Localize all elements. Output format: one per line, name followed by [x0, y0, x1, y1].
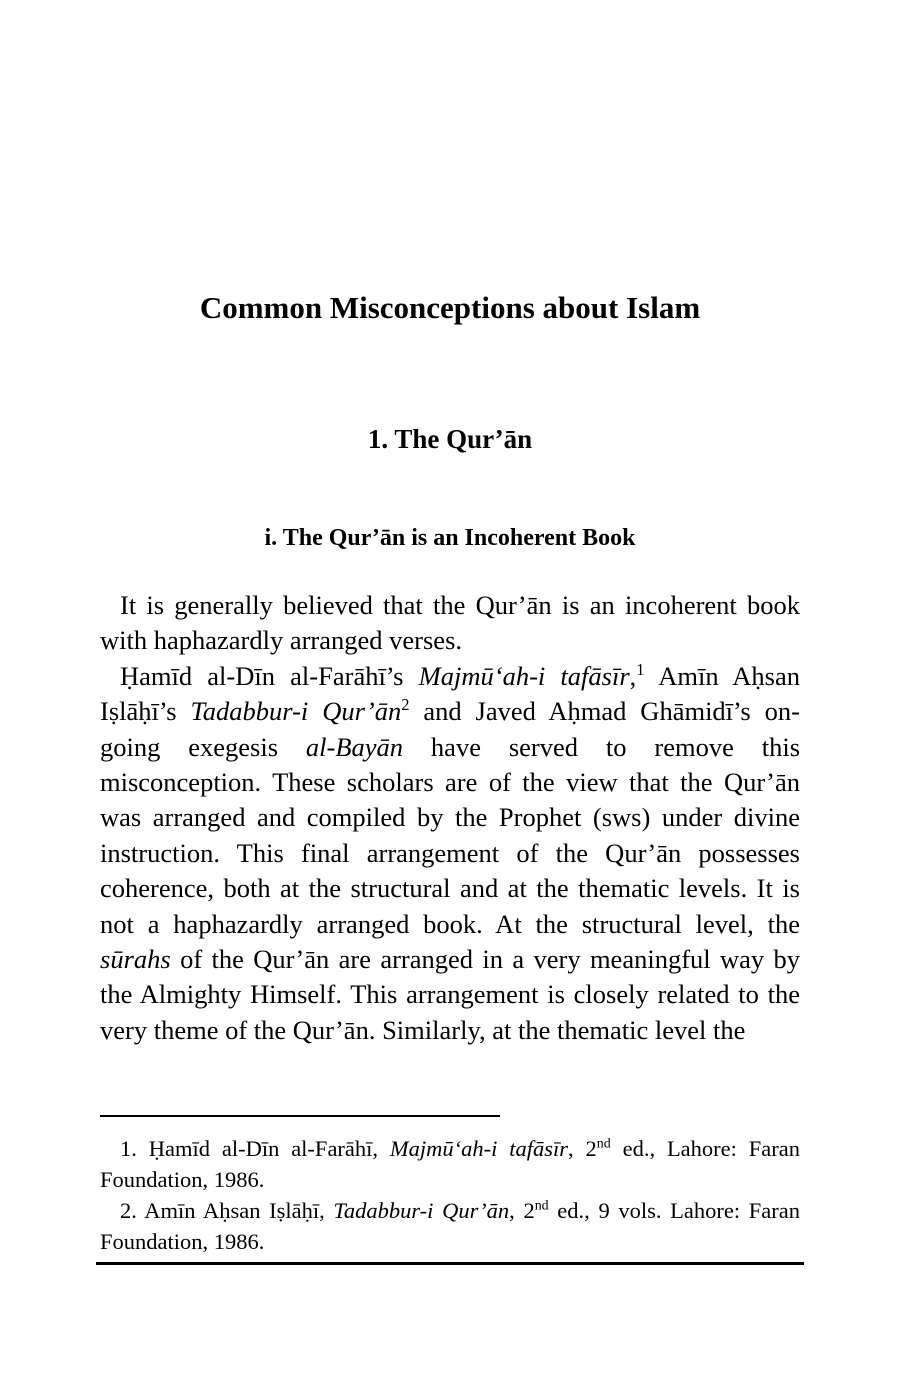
text-run: 2. Amīn Aḥsan Iṣlāḥī,	[120, 1198, 334, 1223]
text-run: 1. Ḥamīd al-Dīn al-Farāhī,	[120, 1136, 390, 1161]
footnote-separator	[100, 1115, 500, 1117]
text-run: and Javed Aḥmad Ghāmidī’s on-going exegesis	[100, 696, 800, 762]
paragraph-2	[100, 659, 800, 1048]
page-bottom-rule	[96, 1262, 804, 1265]
section-heading: i. The Qur’ān is an Incoherent Book	[264, 525, 636, 551]
term: sūrahs	[100, 944, 171, 975]
text-run: Ḥamīd al-Dīn al-Farāhī’s	[120, 660, 419, 691]
book-title: Tadabbur-i Qur’ān	[333, 1198, 510, 1223]
text-run: have served to remove this misconception. These scholars are of the view that the Qur’ān was arranged and compiled by the Prophet (sws) under divine instruction. This final arrangement of the Qur’ān possesses coherence, both at the structural and at the thematic levels. It is not a haphazardly arranged book. At the structural level, the	[100, 731, 801, 939]
book-title: al-Bayān	[305, 731, 404, 762]
book-title: Majmū‘ah-i tafāsīr	[418, 660, 630, 691]
footnote-ref-1: 1	[636, 659, 645, 679]
footnotes	[100, 1133, 800, 1257]
text-run: Amīn Aḥsan Iṣlāḥī’s	[100, 660, 800, 727]
ordinal-suffix: nd	[534, 1198, 549, 1214]
text-run: ed., 9 vols. Lahore: Faran Foundation, 1986.	[100, 1198, 801, 1254]
body-text	[100, 588, 800, 1048]
footnote-2	[100, 1195, 800, 1257]
text-run: , 2	[568, 1136, 597, 1161]
footnote-1	[100, 1133, 800, 1195]
paragraph-1: It is generally believed that the Qur’ān is an incoherent book with haphazardly arranged verses.	[100, 590, 800, 656]
chapter-heading: 1. The Qur’ān	[367, 424, 533, 454]
page-title: Common Misconceptions about Islam	[199, 290, 701, 325]
text-run: of the Qur’ān are arranged in a very meaningful way by the Almighty Himself. This arrangement is closely related to the very theme of the Qur’ān. Similarly, at the thematic level the	[100, 944, 800, 1045]
book-title: Majmū‘ah-i tafāsīr	[389, 1136, 569, 1161]
text-run: , 2	[509, 1198, 535, 1223]
book-title: Tadabbur-i Qur’ān	[190, 696, 402, 727]
ordinal-suffix: nd	[596, 1136, 611, 1152]
text-run: ,	[629, 660, 637, 691]
footnote-ref-2: 2	[401, 695, 410, 715]
text-run: ed., Lahore: Faran Foundation, 1986.	[100, 1136, 800, 1192]
